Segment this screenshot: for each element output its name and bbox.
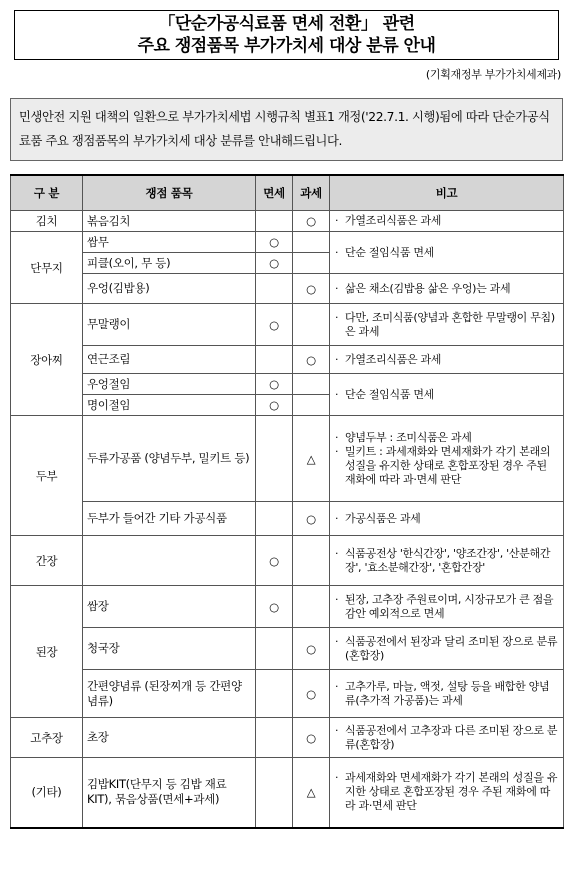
taxable-cell: △ [293,758,330,828]
header-exempt: 면세 [256,175,293,211]
intro-box: 민생안전 지원 대책의 일환으로 부가가치세법 시행규칙 별표1 개정('22.7.1. 시행)됨에 따라 단순가공식료품 주요 쟁점품목의 부가가치세 대상 분류를 안내해드립니다. [10,98,563,161]
item-cell: 연근조림 [83,346,256,374]
bullet-mark: · [335,214,339,227]
note-text: 양념두부 : 조미식품은 과세 [345,430,472,444]
taxable-cell: ○ [293,211,330,232]
table-row [11,304,564,346]
bullet-mark: · [335,634,339,648]
note-cell [330,536,564,586]
note-text: 삶은 채소(김밥용 삶은 우엉)는 과세 [345,281,511,295]
exempt-cell: ○ [256,253,293,274]
bullet-mark: · [335,771,339,785]
exempt-cell [256,758,293,828]
bullet-mark: · [335,444,339,458]
bullet-mark: · [335,387,339,401]
item-cell: 피클(오이, 무 등) [83,253,256,274]
item-cell: 초장 [83,718,256,758]
exempt-cell [256,346,293,374]
exempt-cell: ○ [256,304,293,346]
bullet-mark: · [335,281,339,295]
note-cell [330,416,564,502]
department-label: (기획재정부 부가가치세제과) [425,68,561,81]
table-row [11,586,564,628]
exempt-cell: ○ [256,536,293,586]
item-cell: 김밥KIT(단무지 등 김밥 재료 KIT), 묶음상품(면세+과세) [83,758,256,828]
title-line-1: 「단순가공식료품 면세 전환」 관련 [158,14,415,34]
exempt-cell: ○ [256,395,293,416]
taxable-cell: ○ [293,628,330,670]
item-cell: 쌈무 [83,232,256,253]
note-text: 식품공전에서 고추장과 다른 조미된 장으로 분류(혼합장) [345,723,558,751]
category-cell: 단무지 [11,232,83,304]
header-taxable: 과세 [293,175,330,211]
taxable-cell [293,536,330,586]
table-row [11,670,564,718]
exempt-cell [256,670,293,718]
taxable-cell [293,304,330,346]
table-row [11,536,564,586]
note-text: 밀키트 : 과세재화와 면세재화가 각기 본래의 성질을 유지한 상태로 혼합포장된 경우 주된 재화에 따라 과·면세 판단 [345,444,551,486]
exempt-cell [256,718,293,758]
note-cell [330,718,564,758]
item-cell [83,536,256,586]
bullet-mark: · [335,546,339,560]
note-cell [330,628,564,670]
note-cell [330,304,564,346]
item-cell: 우엉절임 [83,374,256,395]
taxable-cell: △ [293,416,330,502]
item-cell: 두류가공품 (양념두부, 밀키트 등) [83,416,256,502]
table-row [11,758,564,828]
note-cell [330,274,564,304]
table-header-row [11,175,564,211]
item-cell: 간편양념류 (된장찌개 등 간편양념류) [83,670,256,718]
bullet-mark: · [335,310,339,324]
table-row [11,232,564,253]
exempt-cell [256,628,293,670]
note-cell [330,586,564,628]
taxable-cell [293,395,330,416]
note-text: 가열조리식품은 과세 [345,214,442,227]
category-cell: 된장 [11,586,83,718]
bullet-mark: · [335,723,339,737]
note-cell [330,758,564,828]
bullet-mark: · [335,511,339,525]
item-cell: 우엉(김밥용) [83,274,256,304]
note-text: 단순 절임식품 면세 [345,245,435,259]
exempt-cell: ○ [256,374,293,395]
note-text: 가열조리식품은 과세 [345,352,442,366]
bullet-mark: · [335,245,339,259]
exempt-cell: ○ [256,586,293,628]
taxable-cell: ○ [293,670,330,718]
category-cell: 고추장 [11,718,83,758]
header-note: 비고 [330,175,564,211]
category-cell: 김치 [11,211,83,232]
table-row [11,718,564,758]
taxable-cell: ○ [293,346,330,374]
note-text: 식품공전에서 된장과 달리 조미된 장으로 분류(혼합장) [345,634,558,662]
bullet-mark: · [335,679,339,693]
note-text: 고추가루, 마늘, 액젓, 설탕 등을 배합한 양념류(추가적 가공품)는 과세 [345,679,550,707]
table-row [11,274,564,304]
exempt-cell: ○ [256,232,293,253]
note-cell [330,211,564,232]
category-cell: 간장 [11,536,83,586]
note-cell [330,346,564,374]
taxable-cell [293,253,330,274]
table-row [11,346,564,374]
taxable-cell: ○ [293,502,330,536]
title-line-2: 주요 쟁점품목 부가가치세 대상 분류 안내 [137,36,436,56]
item-cell: 쌈장 [83,586,256,628]
note-text: 된장, 고추장 주원료이며, 시장규모가 큰 점을 감안 예외적으로 면세 [345,592,554,620]
note-cell [330,502,564,536]
header-category: 구 분 [11,175,83,211]
note-text: 다만, 조미식품(양념과 혼합한 무말랭이 무침)은 과세 [345,310,555,338]
exempt-cell [256,416,293,502]
item-cell: 볶음김치 [83,211,256,232]
bullet-mark: · [335,352,339,366]
table-row [11,502,564,536]
exempt-cell [256,274,293,304]
category-cell: 장아찌 [11,304,83,416]
exempt-cell [256,502,293,536]
note-text: 가공식품은 과세 [345,511,421,525]
taxable-cell: ○ [293,274,330,304]
note-text: 과세재화와 면세재화가 각기 본래의 성질을 유지한 상태로 혼합포장된 경우 주된 재화에 따라 과·면세 판단 [345,771,558,813]
taxable-cell [293,374,330,395]
bullet-mark: · [335,430,339,444]
table-row [11,374,564,395]
item-cell: 두부가 들어간 기타 가공식품 [83,502,256,536]
category-cell: 두부 [11,416,83,536]
title-box [14,10,559,60]
table-row [11,211,564,232]
exempt-cell [256,211,293,232]
note-cell [330,374,564,416]
bullet-mark: · [335,592,339,606]
note-cell [330,232,564,274]
taxable-cell [293,586,330,628]
table-row [11,628,564,670]
table-row [11,416,564,502]
classification-table [10,174,564,829]
item-cell: 청국장 [83,628,256,670]
header-item: 쟁점 품목 [83,175,256,211]
item-cell: 명이절임 [83,395,256,416]
taxable-cell [293,232,330,253]
note-cell [330,670,564,718]
note-text: 식품공전상 '한식간장', '양조간장', '산분해간장', '효소분해간장', '혼합간장' [345,546,551,574]
item-cell: 무말랭이 [83,304,256,346]
category-cell: (기타) [11,758,83,828]
taxable-cell: ○ [293,718,330,758]
note-text: 단순 절임식품 면세 [345,387,435,401]
